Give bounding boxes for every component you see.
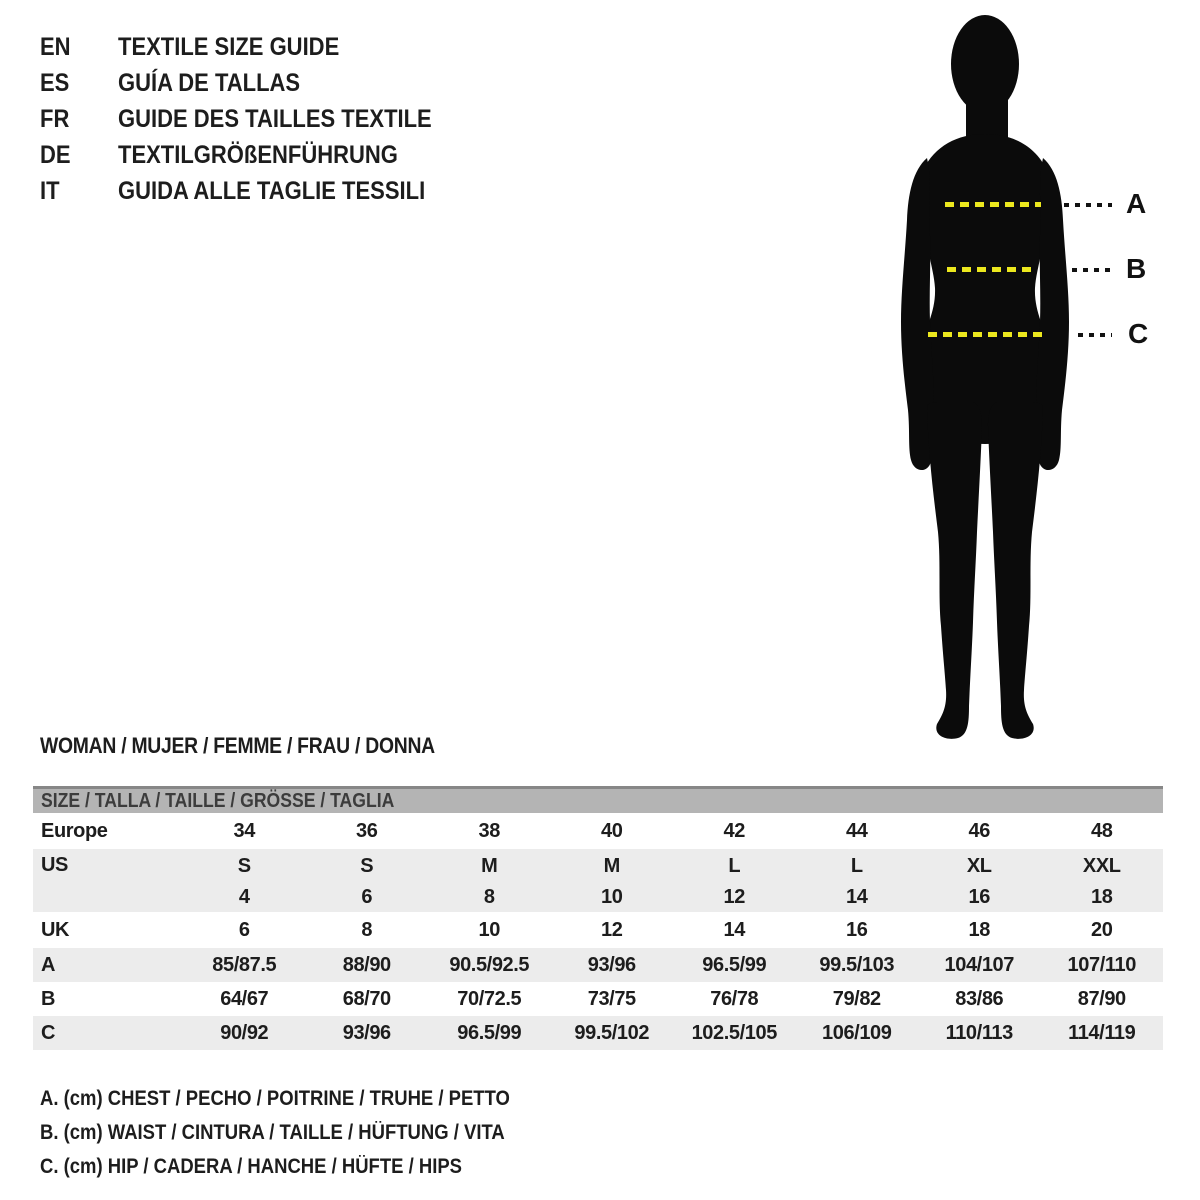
lang-row-en [40,29,475,65]
legend-chest: A. (cm) CHEST / PECHO / POITRINE / TRUHE / PETTO [40,1087,510,1110]
size-cell: 42 [723,819,745,842]
legend-hip: C. (cm) HIP / CADERA / HANCHE / HÜFTE / HIPS [40,1155,463,1178]
language-title-list [40,29,475,209]
size-cell: 99.5/103 [819,953,895,976]
lang-row-it [40,173,475,209]
lang-code: ES [40,69,70,97]
size-cell: 85/87.5 [212,953,277,976]
size-cell: 64/67 [220,987,269,1010]
size-cell: 93/96 [342,1021,391,1044]
size-cell: M 10 [601,855,623,908]
size-cell: 68/70 [342,987,391,1010]
table-row-europe [33,813,1163,849]
size-cell: 46 [968,819,990,842]
lang-row-es [40,65,475,101]
size-cell: XXL 18 [1082,855,1121,908]
waist-measure-line [947,267,1035,272]
table-row-b [33,982,1163,1016]
size-cell: 34 [233,819,255,842]
size-table-header: SIZE / TALLA / TAILLE / GRÖSSE / TAGLIA [33,786,1163,813]
size-cell: XL 16 [966,855,992,908]
lang-row-de [40,137,475,173]
size-cell: 16 [846,918,868,941]
lang-label: GUIDA ALLE TAGLIE TESSILI [118,177,426,205]
size-cell: 36 [356,819,378,842]
size-cell: 18 [968,918,990,941]
table-row-c [33,1016,1163,1050]
row-label: Europe [41,819,108,842]
table-row-uk [33,912,1163,948]
woman-silhouette [885,10,1085,745]
lang-code: DE [40,141,71,169]
size-cell: S 6 [360,855,374,908]
size-cell: S 4 [237,855,251,908]
size-cell: 40 [601,819,623,842]
waist-leader-dots [1072,268,1112,272]
table-row-a [33,948,1163,982]
size-cell: 73/75 [587,987,636,1010]
size-cell: M 8 [481,855,498,908]
lang-code: FR [40,105,70,133]
size-cell: 79/82 [832,987,881,1010]
measure-label-a: A [1126,188,1147,219]
size-cell: 48 [1091,819,1113,842]
lang-label: TEXTILGRÖßENFÜHRUNG [118,141,398,169]
size-cell: 12 [601,918,623,941]
size-cell: 114/119 [1068,1021,1136,1044]
size-cell: 20 [1091,918,1113,941]
size-cell: 104/107 [944,953,1014,976]
size-cell: 14 [723,918,745,941]
size-cell: 110/113 [945,1021,1013,1044]
chest-leader-dots [1064,203,1112,207]
size-table-rows [33,813,1163,1050]
size-cell: 87/90 [1077,987,1126,1010]
size-cell: 76/78 [710,987,759,1010]
size-cell: 107/110 [1067,953,1136,976]
row-label: A [41,953,56,976]
size-cell: 6 [238,918,250,941]
size-cell: 96.5/99 [702,953,767,976]
row-label: UK [41,918,70,941]
lang-label: GUÍA DE TALLAS [118,69,301,97]
measure-label-b: B [1126,253,1147,284]
size-cell: 93/96 [587,953,636,976]
legend-waist: B. (cm) WAIST / CINTURA / TAILLE / HÜFTUNG / VITA [40,1121,505,1144]
size-cell: 88/90 [342,953,391,976]
size-cell: 44 [846,819,868,842]
section-title: WOMAN / MUJER / FEMME / FRAU / DONNA [40,733,435,758]
size-cell: 83/86 [955,987,1004,1010]
size-cell: 99.5/102 [574,1021,650,1044]
size-cell: 8 [361,918,373,941]
size-table [33,786,1163,1050]
size-cell: L 12 [723,855,745,908]
measurement-legend [40,1082,574,1184]
lang-code: IT [40,177,60,205]
hip-leader-dots [1078,333,1112,337]
hip-measure-line [928,332,1044,337]
row-label: US [41,854,68,876]
size-cell: 90.5/92.5 [449,953,530,976]
row-label: B [41,987,56,1010]
chest-measure-line [945,202,1041,207]
size-cell: 102.5/105 [691,1021,777,1044]
measure-label-c: C [1128,318,1149,349]
lang-code: EN [40,33,71,61]
size-cell: 70/72.5 [457,987,522,1010]
size-cell: 96.5/99 [457,1021,522,1044]
lang-label: GUIDE DES TAILLES TEXTILE [118,105,432,133]
table-row-us [33,849,1163,912]
lang-row-fr [40,101,475,137]
size-cell: 90/92 [220,1021,269,1044]
size-cell: L 14 [846,855,868,908]
size-cell: 10 [478,918,500,941]
lang-label: TEXTILE SIZE GUIDE [118,33,340,61]
size-cell: 106/109 [822,1021,892,1044]
row-label: C [41,1021,56,1044]
size-cell: 38 [478,819,500,842]
